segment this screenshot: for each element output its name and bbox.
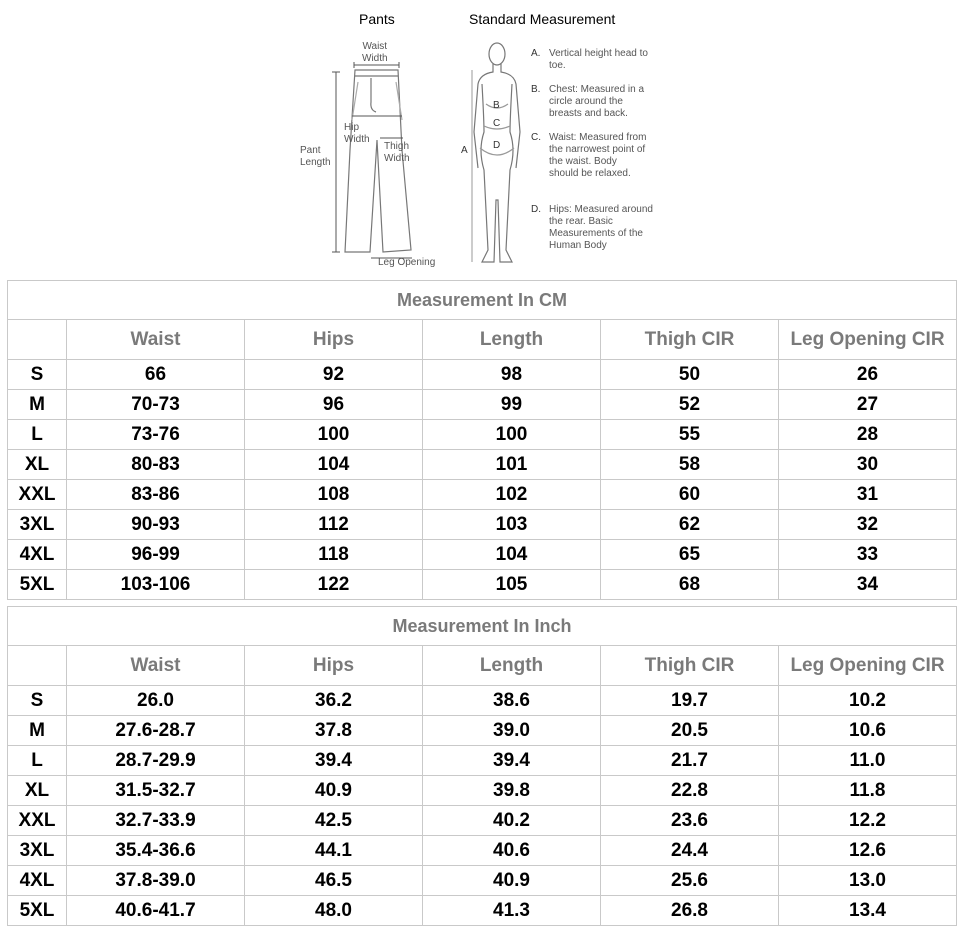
note-a-text: Vertical height head to toe. [549,48,648,71]
leg-opening-cir-value: 28 [779,420,957,450]
waist-value: 90-93 [67,510,245,540]
leg-opening-cir-value: 32 [779,510,957,540]
length-value: 101 [423,450,601,480]
hips-value: 36.2 [245,686,423,716]
hips-value: 42.5 [245,806,423,836]
diagram-illustration [0,0,962,278]
waist-value: 40.6-41.7 [67,896,245,926]
body-label-a: A [461,145,468,156]
table-row [8,450,957,480]
leg-opening-cir-value: 12.6 [779,836,957,866]
table-header-row [8,320,957,360]
table-row [8,836,957,866]
table-row [8,806,957,836]
table-row [8,686,957,716]
length-value: 100 [423,420,601,450]
thigh-cir-value: 25.6 [601,866,779,896]
thigh-cir-value: 60 [601,480,779,510]
thigh-cir-value: 65 [601,540,779,570]
waist-value: 80-83 [67,450,245,480]
length-value: 40.2 [423,806,601,836]
size-label: 5XL [8,896,67,926]
thigh-width-label: Thigh Width [384,141,410,164]
waist-value: 31.5-32.7 [67,776,245,806]
table-row [8,746,957,776]
header-leg-opening-cir: Leg Opening CIR [779,646,957,686]
length-value: 39.0 [423,716,601,746]
length-value: 39.4 [423,746,601,776]
leg-opening-label: Leg Opening [378,257,436,268]
note-c-text: Waist: Measured from the narrowest point of the waist. Body should be relaxed. [549,132,647,179]
note-d-text: Hips: Measured around the rear. Basic Measurements of the Human Body [549,204,653,251]
hips-value: 37.8 [245,716,423,746]
hip-width-label: Hip Width [344,122,370,145]
table-row [8,360,957,390]
leg-opening-cir-value: 10.6 [779,716,957,746]
length-value: 40.6 [423,836,601,866]
table-row [8,866,957,896]
leg-opening-cir-value: 33 [779,540,957,570]
length-value: 102 [423,480,601,510]
note-d-letter: D. [531,204,541,215]
thigh-cir-value: 19.7 [601,686,779,716]
size-label: 5XL [8,570,67,600]
leg-opening-cir-value: 34 [779,570,957,600]
waist-width-label: Waist Width [362,41,388,64]
leg-opening-cir-value: 12.2 [779,806,957,836]
thigh-cir-value: 24.4 [601,836,779,866]
size-label: M [8,390,67,420]
waist-value: 35.4-36.6 [67,836,245,866]
hips-value: 96 [245,390,423,420]
hips-value: 48.0 [245,896,423,926]
header-waist: Waist [67,320,245,360]
table-title: Measurement In Inch [8,607,957,646]
thigh-cir-value: 62 [601,510,779,540]
body-label-b: B [493,100,500,111]
waist-value: 96-99 [67,540,245,570]
body-figure [474,43,520,262]
thigh-cir-value: 50 [601,360,779,390]
length-value: 99 [423,390,601,420]
body-label-c: C [493,118,501,129]
header-blank [8,646,67,686]
table-row [8,480,957,510]
size-label: L [8,420,67,450]
hips-value: 39.4 [245,746,423,776]
length-value: 40.9 [423,866,601,896]
length-value: 39.8 [423,776,601,806]
body-label-d: D [493,140,501,151]
table-title-row [8,281,957,320]
waist-value: 37.8-39.0 [67,866,245,896]
length-value: 104 [423,540,601,570]
length-value: 105 [423,570,601,600]
table-title-row [8,607,957,646]
hips-value: 122 [245,570,423,600]
waist-value: 70-73 [67,390,245,420]
header-length: Length [423,646,601,686]
thigh-cir-value: 20.5 [601,716,779,746]
waist-value: 83-86 [67,480,245,510]
hips-value: 112 [245,510,423,540]
hips-value: 118 [245,540,423,570]
thigh-cir-value: 21.7 [601,746,779,776]
size-label: 3XL [8,836,67,866]
header-hips: Hips [245,320,423,360]
note-a-letter: A. [531,48,541,59]
thigh-cir-value: 26.8 [601,896,779,926]
waist-value: 103-106 [67,570,245,600]
waist-value: 27.6-28.7 [67,716,245,746]
length-value: 38.6 [423,686,601,716]
length-value: 103 [423,510,601,540]
thigh-cir-value: 68 [601,570,779,600]
waist-value: 32.7-33.9 [67,806,245,836]
header-thigh-cir: Thigh CIR [601,646,779,686]
header-hips: Hips [245,646,423,686]
leg-opening-cir-value: 13.4 [779,896,957,926]
pant-length-label: Pant Length [300,145,331,168]
table-row [8,716,957,746]
note-b-letter: B. [531,84,541,95]
table-title: Measurement In CM [8,281,957,320]
leg-opening-cir-value: 10.2 [779,686,957,716]
waist-value: 66 [67,360,245,390]
waist-value: 73-76 [67,420,245,450]
inch-size-table [7,606,957,926]
hips-value: 100 [245,420,423,450]
size-label: XXL [8,480,67,510]
size-label: 3XL [8,510,67,540]
table-row [8,510,957,540]
waist-value: 26.0 [67,686,245,716]
thigh-cir-value: 55 [601,420,779,450]
header-waist: Waist [67,646,245,686]
leg-opening-cir-value: 13.0 [779,866,957,896]
size-label: S [8,686,67,716]
thigh-cir-value: 52 [601,390,779,420]
header-leg-opening-cir: Leg Opening CIR [779,320,957,360]
thigh-cir-value: 23.6 [601,806,779,836]
size-label: XL [8,776,67,806]
hips-value: 92 [245,360,423,390]
thigh-cir-value: 58 [601,450,779,480]
cm-size-table [7,280,957,600]
leg-opening-cir-value: 11.8 [779,776,957,806]
note-c-letter: C. [531,132,541,143]
table-row [8,420,957,450]
hips-value: 46.5 [245,866,423,896]
note-b-text: Chest: Measured in a circle around the breasts and back. [549,84,645,119]
hips-value: 104 [245,450,423,480]
hips-value: 108 [245,480,423,510]
table-row [8,390,957,420]
table-row [8,540,957,570]
size-label: M [8,716,67,746]
leg-opening-cir-value: 26 [779,360,957,390]
measurement-diagram [0,0,962,278]
leg-opening-cir-value: 27 [779,390,957,420]
inch-table-body [8,686,957,926]
table-row [8,776,957,806]
size-label: XXL [8,806,67,836]
header-thigh-cir: Thigh CIR [601,320,779,360]
hips-value: 40.9 [245,776,423,806]
leg-opening-cir-value: 30 [779,450,957,480]
size-label: L [8,746,67,776]
waist-value: 28.7-29.9 [67,746,245,776]
header-blank [8,320,67,360]
leg-opening-cir-value: 11.0 [779,746,957,776]
header-length: Length [423,320,601,360]
size-label: 4XL [8,866,67,896]
length-value: 41.3 [423,896,601,926]
leg-opening-cir-value: 31 [779,480,957,510]
length-value: 98 [423,360,601,390]
size-label: 4XL [8,540,67,570]
table-header-row [8,646,957,686]
cm-table-body [8,360,957,600]
pants-title: Pants [359,11,395,27]
table-row [8,896,957,926]
size-label: S [8,360,67,390]
hips-value: 44.1 [245,836,423,866]
standard-measurement-title: Standard Measurement [469,11,616,27]
table-row [8,570,957,600]
size-label: XL [8,450,67,480]
thigh-cir-value: 22.8 [601,776,779,806]
